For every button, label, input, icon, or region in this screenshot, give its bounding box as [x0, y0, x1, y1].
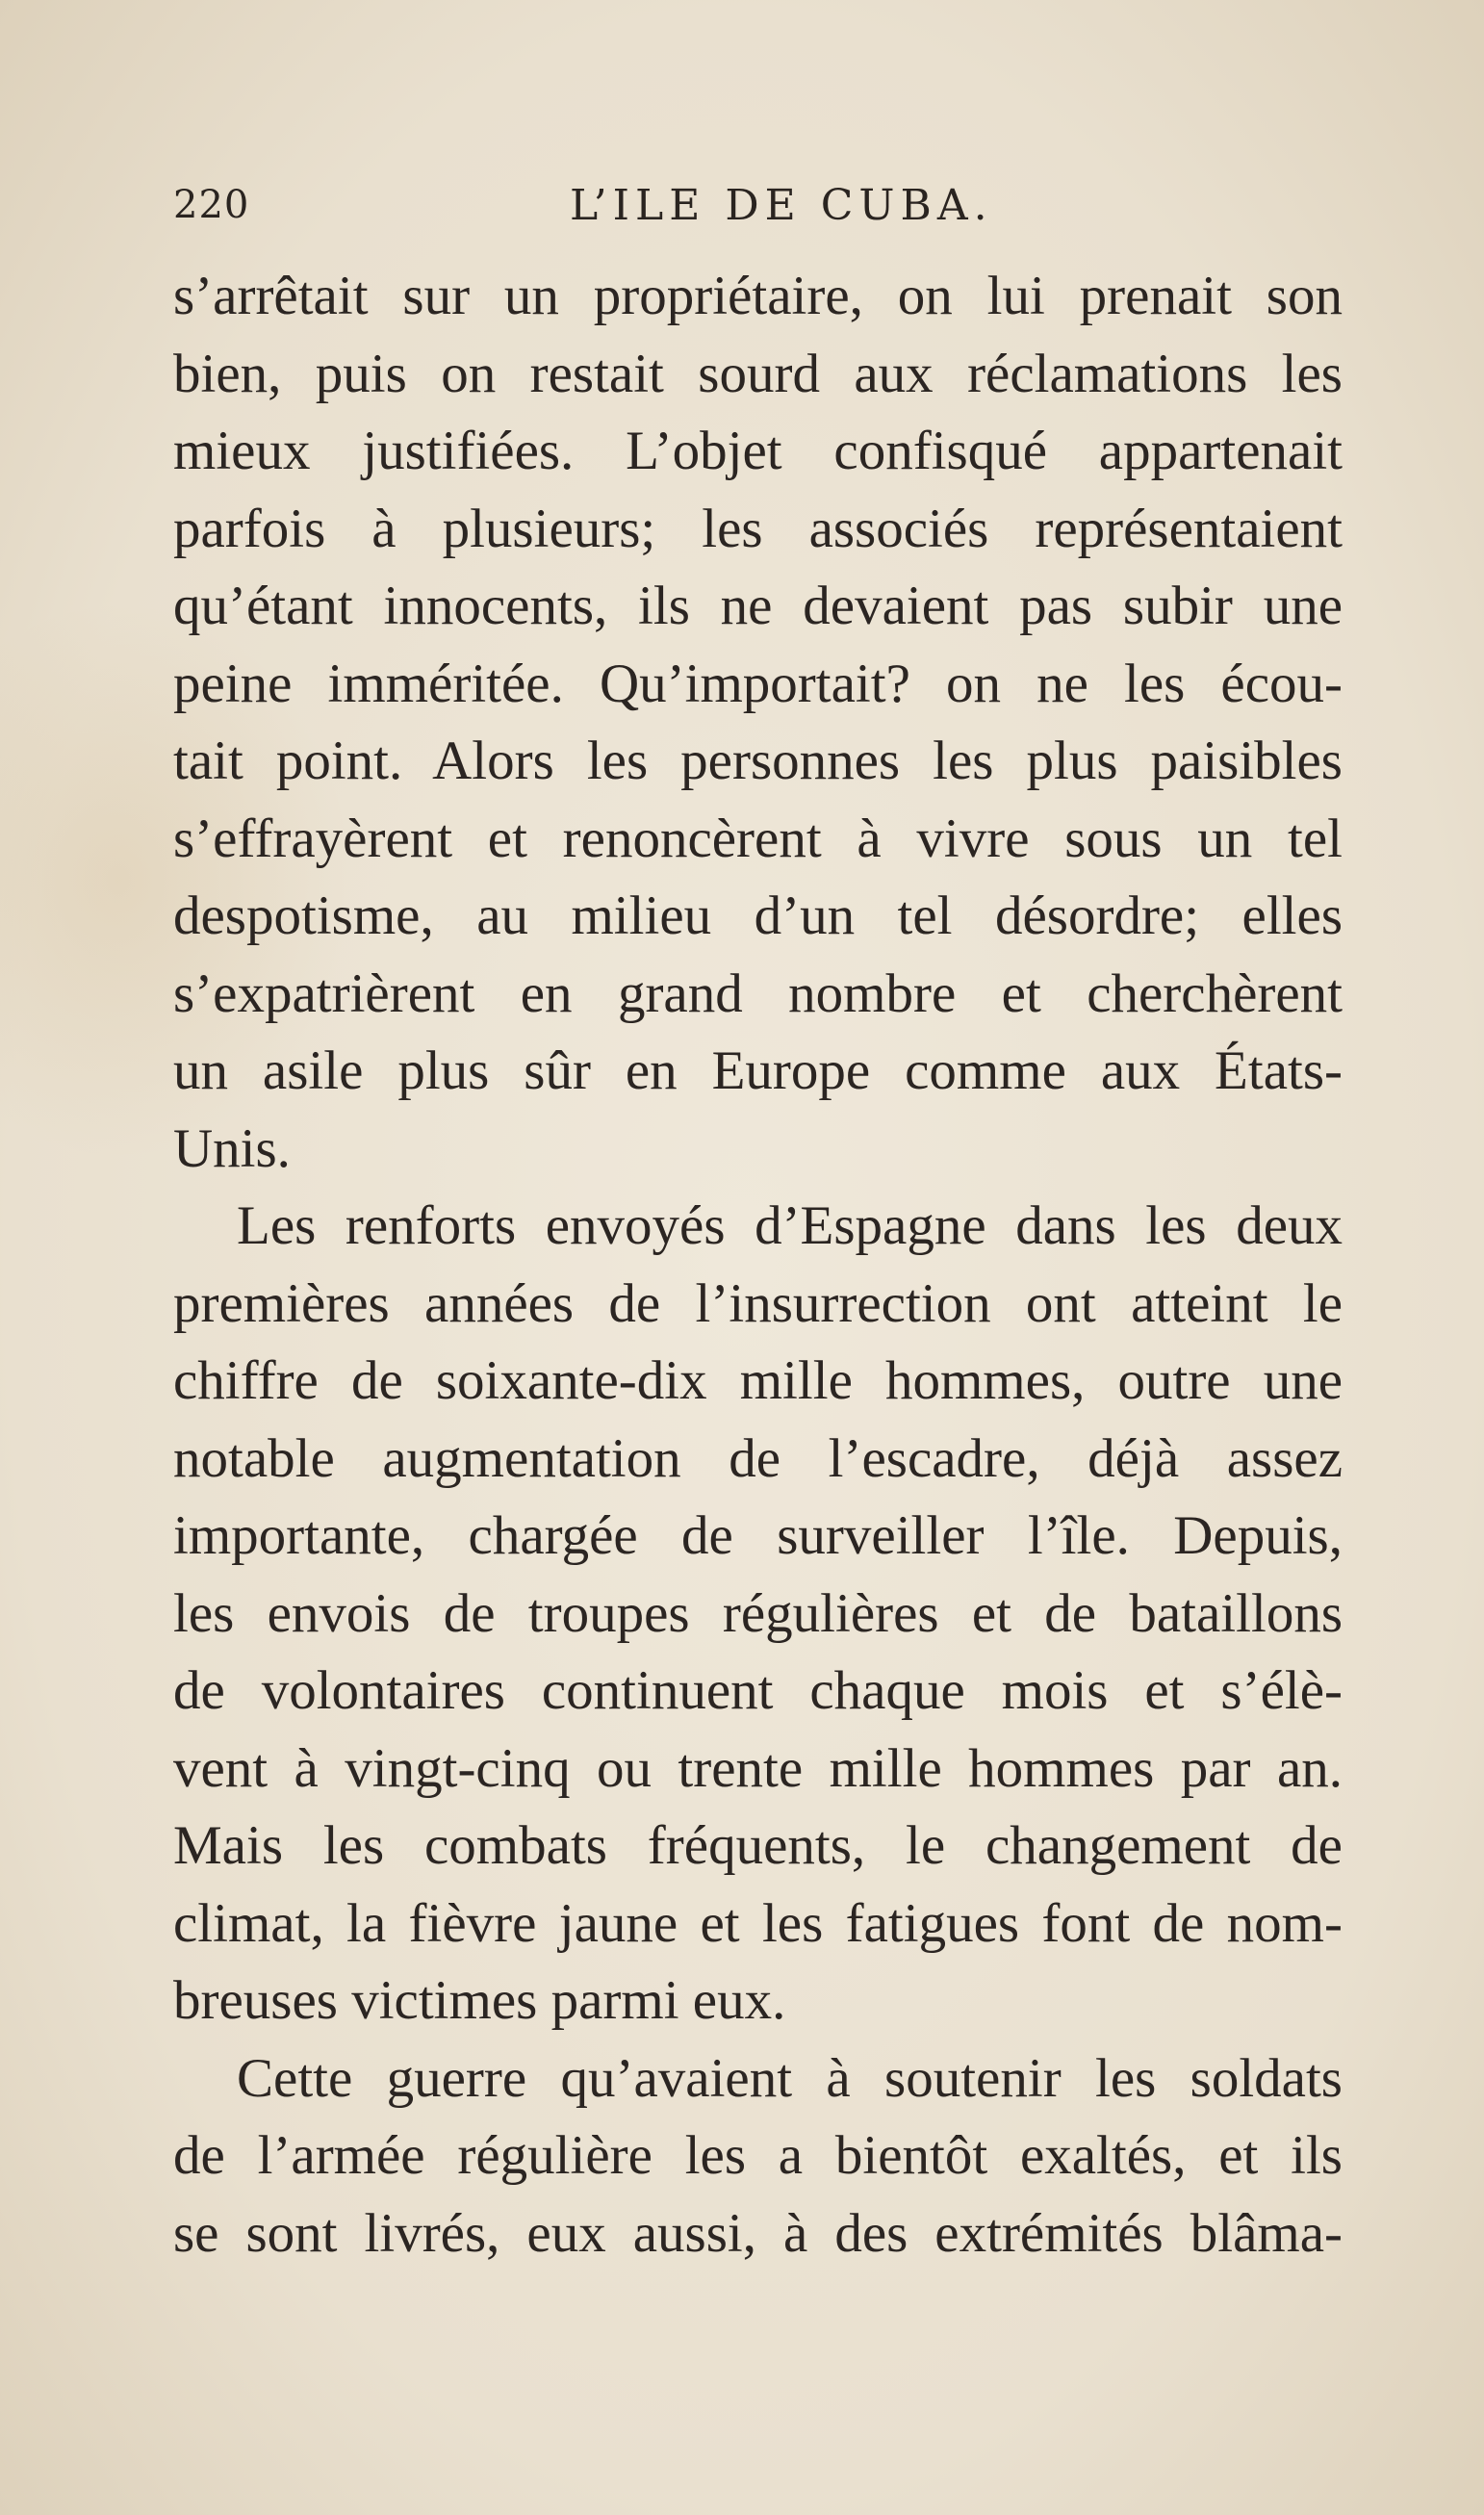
text-line: climat, la fièvre jaune et les fatigues font de nom-	[173, 1892, 1343, 1954]
text-line: s’effrayèrent et renoncèrent à vivre sous un tel	[173, 808, 1343, 869]
text-line: s’expatrièrent en grand nombre et cherchèrent	[173, 962, 1343, 1024]
text-line: notable augmentation de l’escadre, déjà assez	[173, 1427, 1343, 1489]
text-line: peine imméritée. Qu’importait? on ne les écou-	[173, 653, 1343, 714]
text-line: de l’armée régulière les a bientôt exaltés, et ils	[173, 2125, 1343, 2186]
running-head	[173, 173, 1338, 241]
text-line: Cette guerre qu’avaient à soutenir les soldats	[237, 2047, 1343, 2109]
text-line: despotisme, au milieu d’un tel désordre; elles	[173, 885, 1343, 946]
text-line: un asile plus sûr en Europe comme aux États-	[173, 1040, 1343, 1101]
text-line: breuses victimes parmi eux.	[173, 1970, 786, 2031]
text-line: qu’étant innocents, ils ne devaient pas subir une	[173, 576, 1343, 636]
text-line: bien, puis on restait sourd aux réclamations les	[173, 343, 1343, 404]
running-title: L’ILE DE CUBA.	[570, 181, 993, 230]
text-line: de volontaires continuent chaque mois et s’élè-	[173, 1660, 1343, 1721]
text-line: Unis.	[173, 1117, 291, 1179]
text-line: importante, chargée de surveiller l’île. Depuis,	[173, 1505, 1343, 1566]
text-line: se sont livrés, eux aussi, à des extrémités blâma-	[173, 2202, 1343, 2264]
text-line: chiffre de soixante-dix mille hommes, outre une	[173, 1350, 1343, 1411]
text-line: s’arrêtait sur un propriétaire, on lui prenait son	[173, 266, 1343, 326]
text-line: les envois de troupes régulières et de bataillons	[173, 1582, 1343, 1644]
text-line: Les renforts envoyés d’Espagne dans les deux	[237, 1195, 1343, 1256]
body-text	[173, 258, 1343, 2272]
text-line: premières années de l’insurrection ont atteint le	[173, 1272, 1343, 1334]
text-line: mieux justifiées. L’objet confisqué appartenait	[173, 421, 1343, 481]
page-number: 220	[173, 183, 250, 227]
text-line: parfois à plusieurs; les associés représentaient	[173, 498, 1343, 559]
text-line: vent à vingt-cinq ou trente mille hommes par an.	[173, 1737, 1343, 1799]
text-line: tait point. Alors les personnes les plus paisibles	[173, 731, 1343, 791]
text-line: Mais les combats fréquents, le changement de	[173, 1815, 1343, 1876]
